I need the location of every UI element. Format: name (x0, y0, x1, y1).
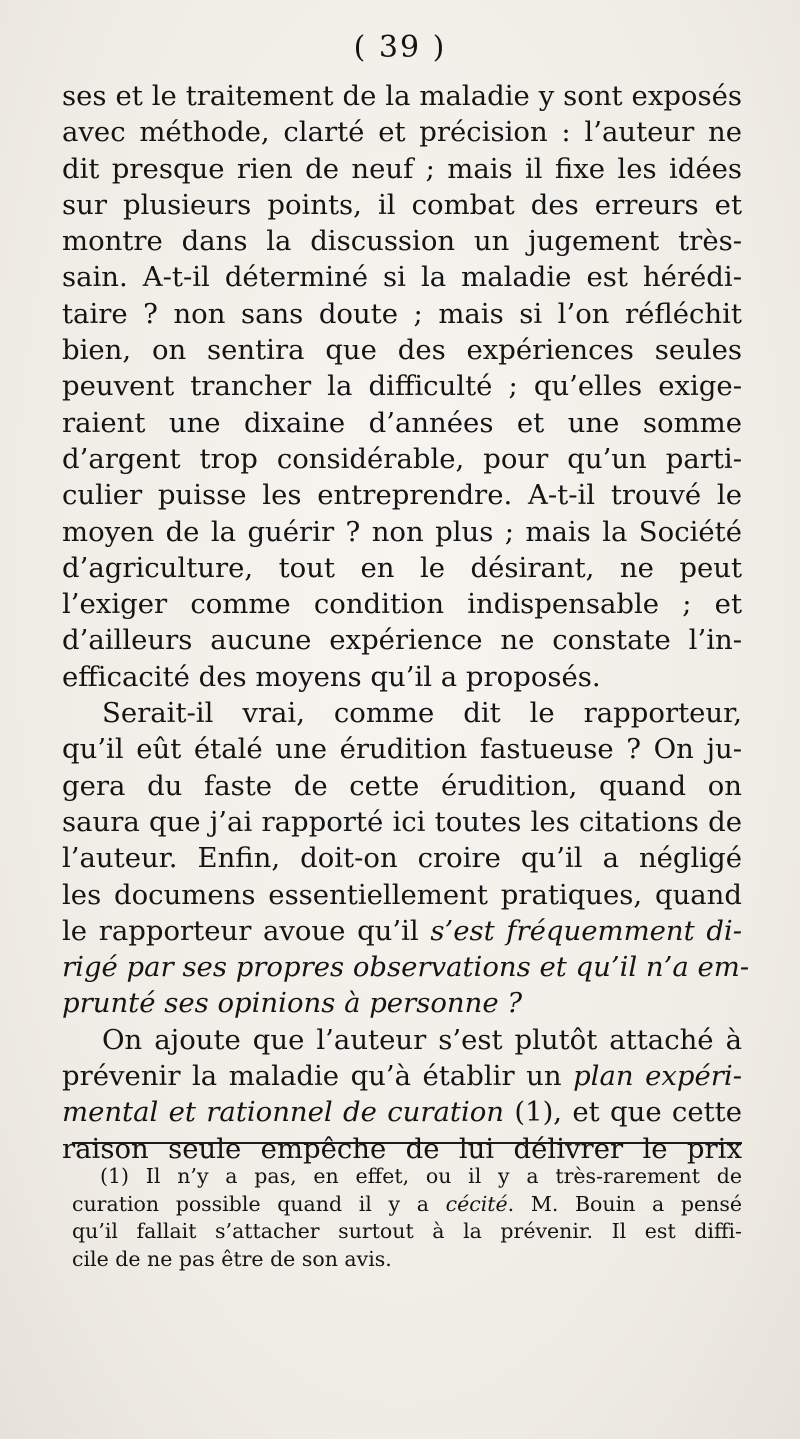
body-line (62, 949, 750, 985)
text-run: qu’il eût étalé une érudition fastueuse ? On ju- (62, 733, 742, 766)
footnote-line (72, 1246, 742, 1274)
body-line (62, 1094, 742, 1130)
body-line (62, 477, 742, 513)
body-line (62, 1131, 742, 1167)
text-run: montre dans la discussion un jugement très- (62, 225, 742, 258)
text-run: curation possible quand il y a (72, 1191, 446, 1216)
body-line (62, 259, 742, 295)
text-run: avec méthode, clarté et précision : l’auteur ne (62, 116, 742, 149)
text-run: moyen de la guérir ? non plus ; mais la Société (62, 515, 742, 548)
text-run: taire ? non sans doute ; mais si l’on réfléchit (62, 297, 742, 330)
body-line (62, 913, 742, 949)
body-line (62, 368, 742, 404)
body-line (62, 78, 742, 114)
body-line (62, 514, 742, 550)
text-run: le rapporteur avoue qu’il (62, 914, 431, 947)
body-line (62, 804, 742, 840)
body-line (62, 840, 742, 876)
body-line (62, 622, 742, 658)
footnote-line (72, 1163, 742, 1191)
text-run: raison seule empêche de lui délivrer le prix (62, 1132, 742, 1165)
body-line (62, 332, 742, 368)
text-run: raient une dixaine d’années et une somme (62, 406, 742, 439)
text-run: peuvent trancher la difficulté ; qu’elles exige- (62, 370, 742, 403)
body-line (62, 114, 742, 150)
text-run: sain. A-t-il déterminé si la maladie est hérédi- (62, 261, 742, 294)
page-number: ( 39 ) (353, 30, 447, 65)
italic-text: rigé par ses propres observations et qu’il n’a em- (62, 951, 750, 984)
body-line (62, 223, 742, 259)
text-run: sur plusieurs points, il combat des erreurs et (62, 188, 742, 221)
body-line (62, 1058, 742, 1094)
text-run: (1) Il n’y a pas, en effet, ou il y a très-rarement de (100, 1164, 742, 1188)
body-line (62, 731, 742, 767)
body-line (62, 187, 742, 223)
body-line (62, 586, 742, 622)
text-run: On ajoute que l’auteur s’est plutôt attaché à (102, 1023, 742, 1056)
body-text (62, 78, 750, 1167)
text-run: bien, on sentira que des expériences seules (62, 334, 742, 367)
text-run: les documens essentiellement pratiques, quand (62, 878, 742, 911)
italic-text: mental et rationnel de curation (62, 1096, 505, 1129)
footnote (72, 1163, 742, 1273)
footnote-line (72, 1218, 742, 1246)
text-run: l’auteur. Enfin, doit-on croire qu’il a négligé (62, 842, 742, 875)
text-run: Serait-il vrai, comme dit le rapporteur, (102, 697, 742, 730)
body-line (62, 441, 742, 477)
italic-text: s’est fréquemment di- (430, 914, 743, 947)
text-run: gera du faste de cette érudition, quand on (62, 769, 742, 802)
body-line (62, 405, 742, 441)
footnote-rule (72, 1142, 742, 1144)
italic-text: cécité (445, 1191, 508, 1216)
body-line (62, 151, 742, 187)
body-line (62, 877, 742, 913)
italic-text: plan expéri- (573, 1060, 742, 1093)
text-run: saura que j’ai rapporté ici toutes les citations de (62, 805, 742, 838)
body-line (62, 695, 742, 731)
text-run: d’agriculture, tout en le désirant, ne peut (62, 551, 742, 584)
text-run: d’argent trop considérable, pour qu’un parti- (62, 442, 742, 475)
text-run: dit presque rien de neuf ; mais il fixe les idées (62, 152, 742, 185)
body-line (62, 659, 742, 695)
body-line (62, 1022, 742, 1058)
footnote-line (72, 1191, 742, 1219)
text-run: cile de ne pas être de son avis. (72, 1246, 392, 1271)
body-line (62, 768, 742, 804)
text-run: . M. Bouin a pensé (507, 1191, 742, 1216)
text-run: l’exiger comme condition indispensable ; et (62, 588, 742, 621)
text-run: d’ailleurs aucune expérience ne constate l’in- (62, 624, 742, 657)
body-line (62, 296, 742, 332)
text-run: qu’il fallait s’attacher surtout à la prévenir. Il est diffi- (72, 1219, 742, 1243)
text-run: prévenir la maladie qu’à établir un (62, 1060, 574, 1093)
text-run: ses et le traitement de la maladie y sont exposés (62, 80, 742, 112)
text-run: efficacité des moyens qu’il a proposés. (62, 660, 601, 693)
body-line (62, 985, 742, 1021)
italic-text: prunté ses opinions à personne ? (62, 987, 523, 1020)
text-run: culier puisse les entreprendre. A-t-il trouvé le (62, 479, 742, 512)
body-line (62, 550, 742, 586)
text-run: (1), et que cette (504, 1096, 742, 1129)
